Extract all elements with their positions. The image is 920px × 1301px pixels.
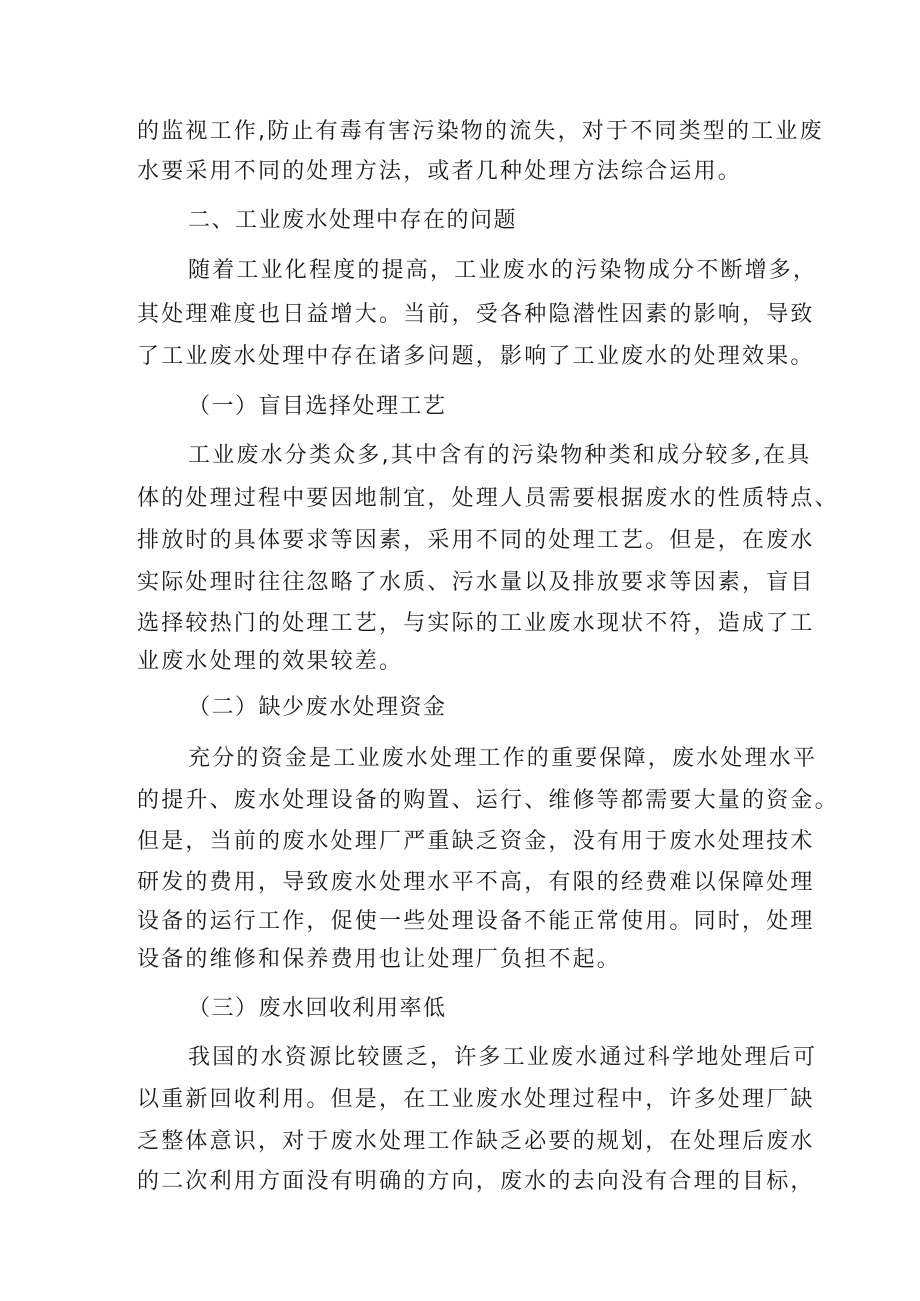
text-line: 工业废水分类众多,其中含有的污染物种类和成分较多,在具 [188,443,812,468]
text-line: 设备的运行工作，促使一些处理设备不能正常使用。同时，处理 [137,909,815,934]
section-heading: 二、工业废水处理中存在的问题 [188,208,518,233]
text-line: 选择较热门的处理工艺，与实际的工业废水现状不符，造成了工 [137,611,815,636]
text-line: 体的处理过程中要因地制宜，处理人员需要根据废水的性质特点、 [137,486,839,511]
subsection-heading: （二）缺少废水处理资金 [188,695,447,720]
subsection-heading: （一）盲目选择处理工艺 [188,394,447,419]
text-line: 随着工业化程度的提高，工业废水的污染物成分不断增多， [188,258,818,283]
text-line: 实际处理时往往忽略了水质、污水量以及排放要求等因素，盲目 [137,570,815,595]
text-line: 了工业废水处理中存在诸多问题，影响了工业废水的处理效果。 [137,344,815,369]
text-line: 设备的维修和保养费用也让处理厂负担不起。 [137,947,622,972]
text-line: 其处理难度也日益增大。当前，受各种隐潜性因素的影响，导致 [137,302,815,327]
text-line: 我国的水资源比较匮乏，许多工业废水通过科学地处理后可 [188,1045,818,1070]
text-line: 充分的资金是工业废水处理工作的重要保障，废水处理水平 [188,746,818,771]
text-line: 水要采用不同的处理方法，或者几种处理方法综合运用。 [137,159,743,184]
text-line: 研发的费用，导致废水处理水平不高，有限的经费难以保障处理 [137,870,815,895]
text-line: 的提升、废水处理设备的购置、运行、维修等都需要大量的资金。 [137,788,839,813]
text-line: 业废水处理的效果较差。 [137,649,404,674]
subsection-heading: （三）废水回收利用率低 [188,996,447,1021]
text-line: 以重新回收利用。但是，在工业废水处理过程中，许多处理厂缺 [137,1087,815,1112]
text-line: 但是，当前的废水处理厂严重缺乏资金，没有用于废水处理技术 [137,829,815,854]
text-line: 乏整体意识，对于废水处理工作缺乏必要的规划，在处理后废水 [137,1129,815,1154]
text-line: 排放时的具体要求等因素，采用不同的处理工艺。但是，在废水 [137,528,815,553]
text-line: 的监视工作,防止有毒有害污染物的流失，对于不同类型的工业废 [137,119,824,144]
text-line: 的二次利用方面没有明确的方向，废水的去向没有合理的目标， [137,1169,815,1194]
